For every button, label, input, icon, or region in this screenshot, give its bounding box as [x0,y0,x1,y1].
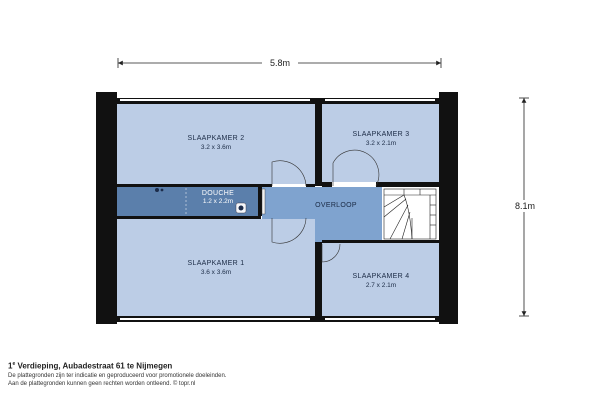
slaapkamer-1-name: SLAAPKAMER 1 [187,260,245,267]
copyright-text: © topr.nl [172,381,196,387]
width-dimension [118,57,441,69]
floor-number: 1 [8,361,13,371]
room-slaapkamer-1 [117,219,315,316]
slaapkamer-4-size: 2.7 x 2.1m [365,282,397,289]
slaapkamer-2-name: SLAAPKAMER 2 [187,135,245,142]
floor-number-suffix: e [12,361,16,367]
slaapkamer-3-name: SLAAPKAMER 3 [352,131,410,138]
slaapkamer-1-size: 3.6 x 3.6m [200,269,232,276]
floor-title [8,361,172,371]
disclaimer-line-2 [8,381,195,387]
overloop-name: OVERLOOP [315,202,357,209]
slaapkamer-4-name: SLAAPKAMER 4 [352,273,410,280]
slaapkamer-3-size: 3.2 x 2.1m [365,140,397,147]
height-dimension [510,98,544,316]
width-label: 5.8m [269,58,291,68]
floor-address: Verdieping, Aubadestraat 61 te Nijmegen [15,361,173,371]
douche-size: 1.2 x 2.2m [202,198,234,205]
douche-name: DOUCHE [201,190,235,197]
shower-drain-icon [155,188,159,192]
disclaimer-line-1: De plattegronden zijn ter indicatie en geproduceerd voor promotionele doeleinden. [8,373,227,379]
slaapkamer-2-size: 3.2 x 3.6m [200,144,232,151]
height-label: 8.1m [514,201,536,211]
disclaimer-line-2-text: Aan de plattegronden kunnen geen rechten worden ontleend. [8,381,172,387]
